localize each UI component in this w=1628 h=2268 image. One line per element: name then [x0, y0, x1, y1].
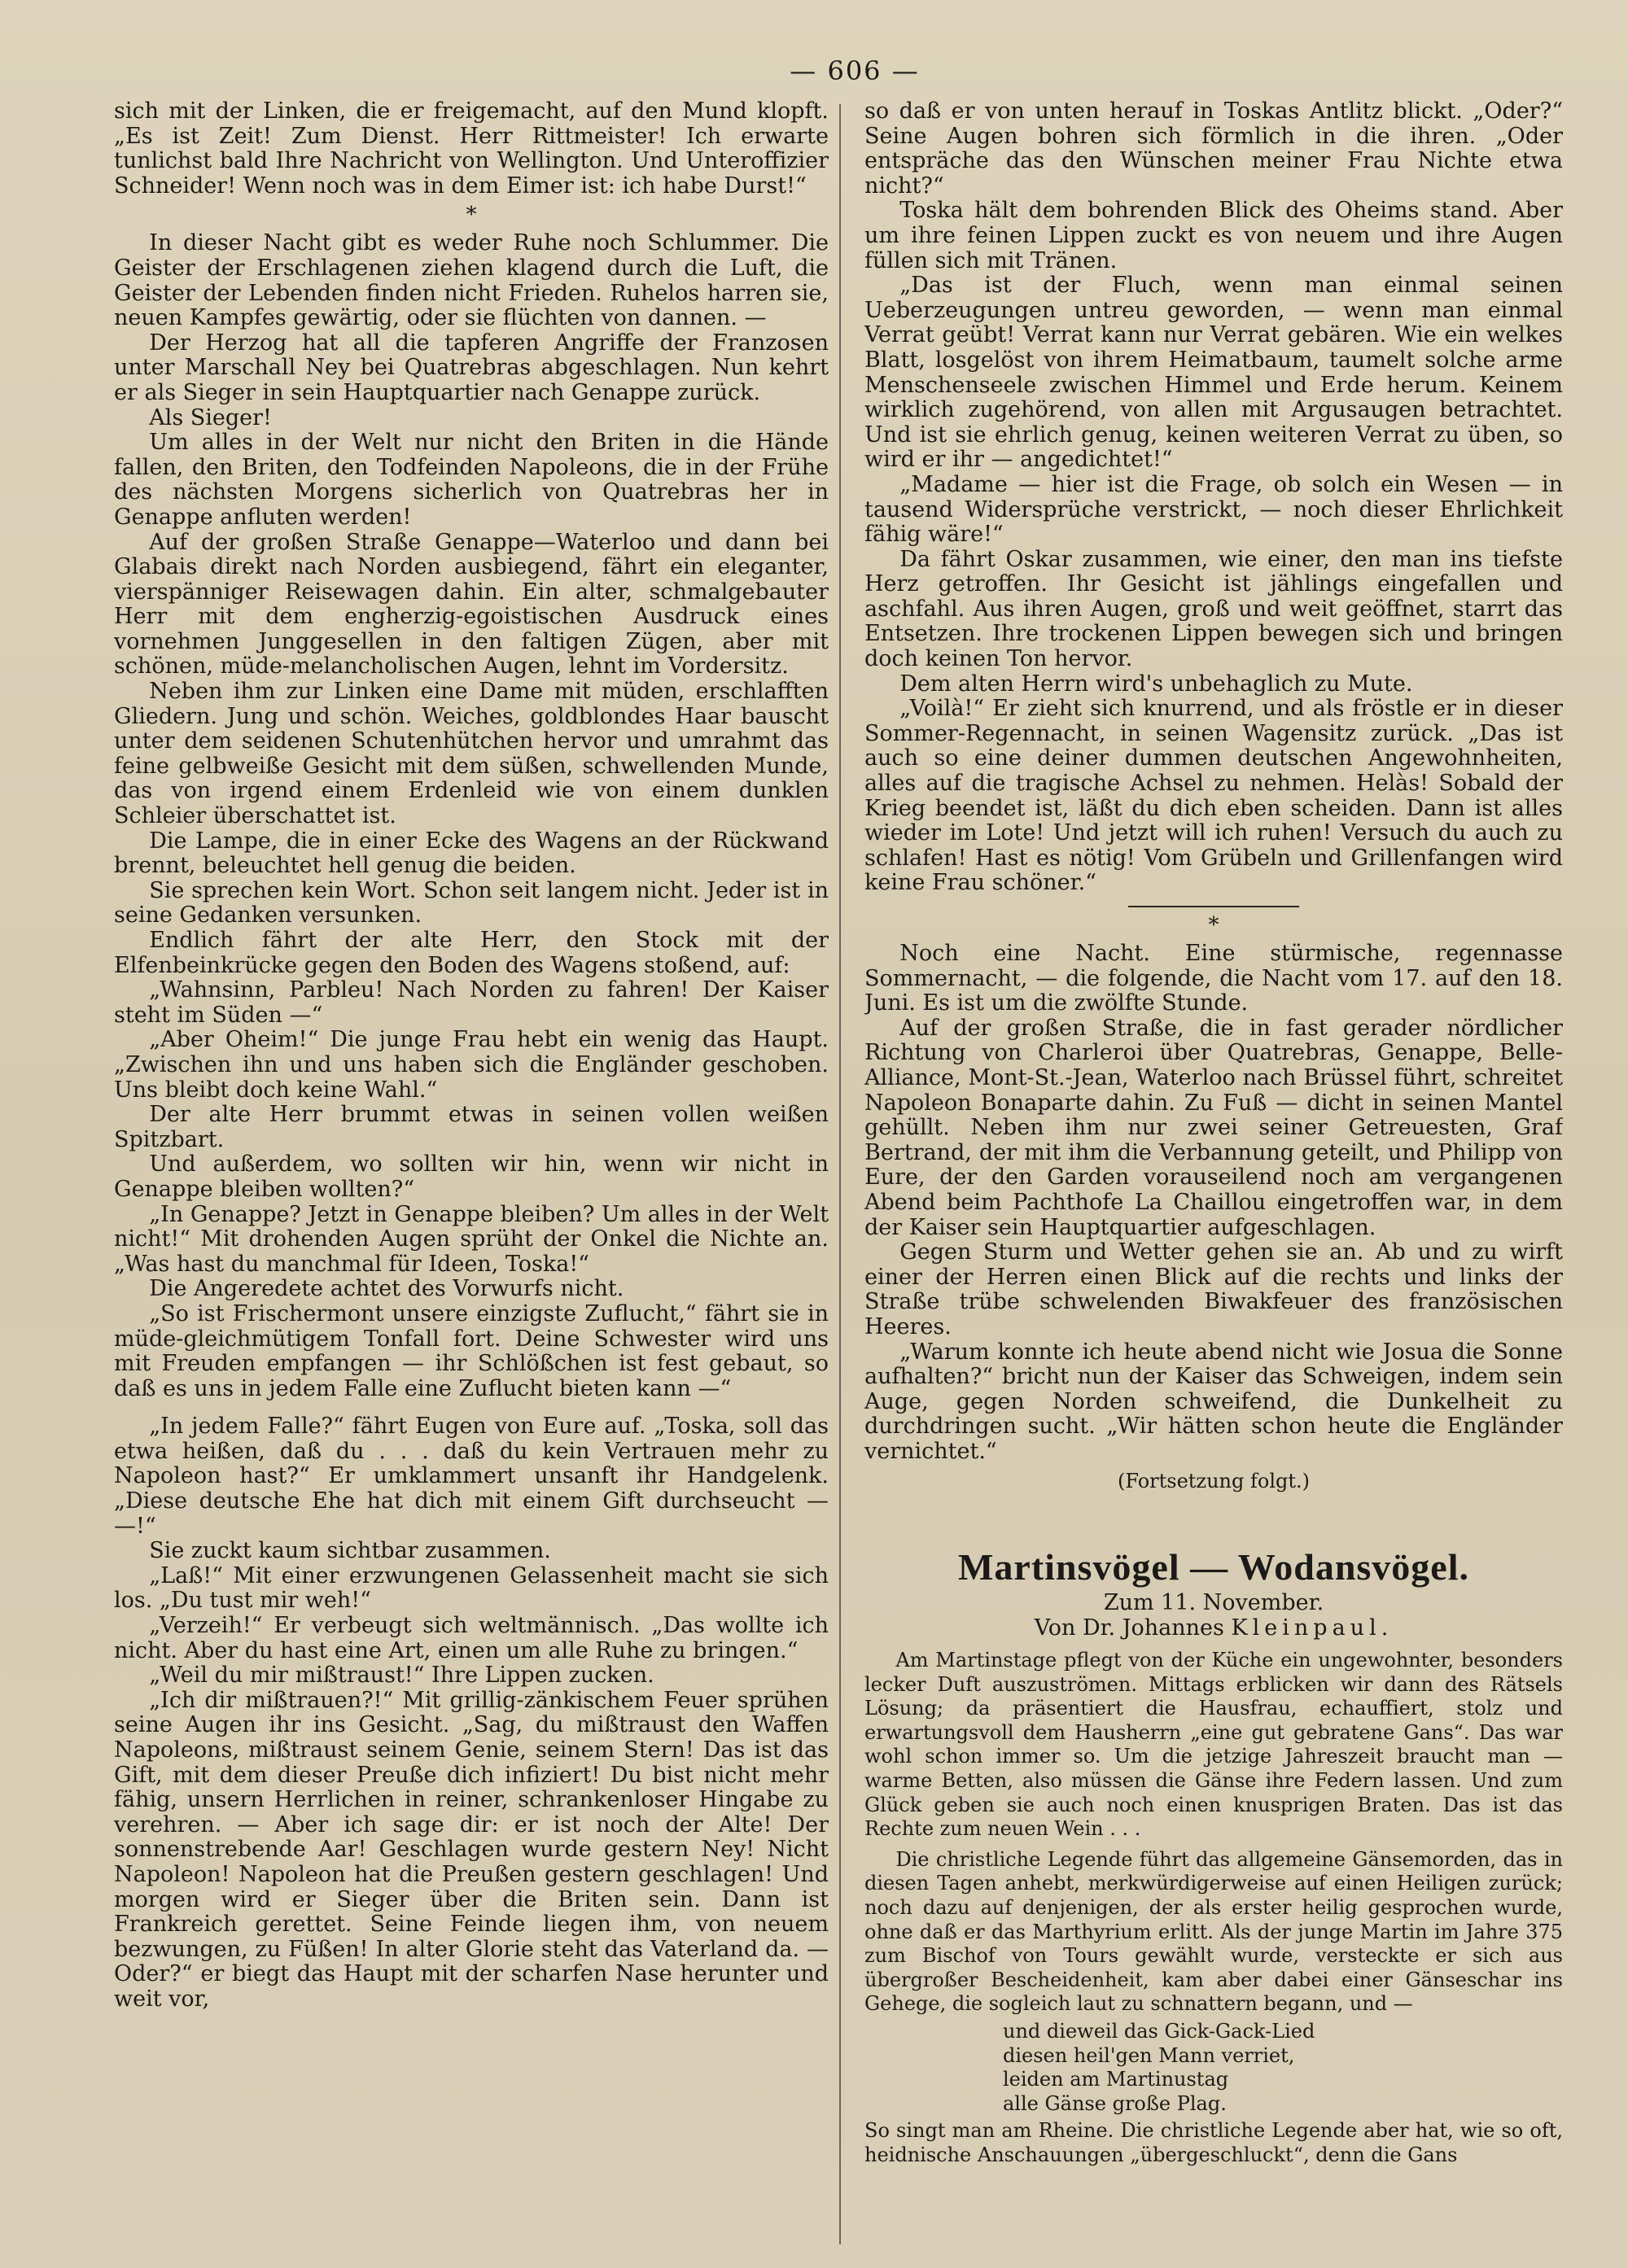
section-break-star: * — [466, 203, 477, 228]
paragraph: „So ist Frischermont unsere einzigste Zuflucht,“ fährt sie in müde-gleichmütigem Tonfall fort. Deine Schwester wird uns mit Freuden empfangen — ihr Schlößchen ist fest gebaut, so daß es uns in jedem Falle eine Zuflucht bieten kann —“ — [114, 1300, 829, 1401]
paragraph: „Weil du mir mißtraust!“ Ihre Lippen zucken. — [149, 1663, 654, 1689]
paragraph: „Verzeih!“ Er verbeugt sich weltmännisch. „Das wollte ich nicht. Aber du hast eine Art, einen um alle Ruhe zu bringen.“ — [114, 1613, 829, 1663]
verse — [1003, 2020, 1563, 2116]
paragraph: Sie sprechen kein Wort. Schon seit langem nicht. Jeder ist in seine Gedanken versunken. — [114, 877, 829, 929]
section-break-star: * — [1208, 913, 1219, 937]
article-title: Martinsvögel — Wodansvögel. — [957, 1546, 1469, 1588]
paragraph: Da fährt Oskar zusammen, wie einer, den man ins tiefste Herz getroffen. Ihr Gesicht ist jählings eingefallen und aschfahl. Aus ihren Augen, groß und weit geöffnet, starrt das Entsetzen. Ihre trockenen Lippen bewegen sich und bringen doch keinen Ton hervor. — [864, 546, 1563, 672]
paragraph: sich mit der Linken, die er freigemacht, auf den Mund klopft. „Es ist Zeit! Zum Dienst. Herr Rittmeister! Ich erwarte tunlichst bald Ihre Nachricht von Wellington. Und Unteroffizier Schneider! Wenn noch was in dem Eimer ist: ich habe Durst!“ — [114, 99, 829, 199]
paragraph: „Ich dir mißtrauen?!“ Mit grillig-zänkischem Feuer sprühen seine Augen ihr ins Gesicht. „Sag, du mißtraust den Waffen Napoleons, mißtraust seinem Genie, seinem Stern! Das ist das Gift, mit dem dieser Preuße dich infiziert! Du bist nicht mehr fähig, unsern Herrlichen in reiner, schrankenloser Hingabe zu verehren. — Aber ich sage dir: er ist noch der Alte! Der sonnenstrebende Aar! Geschlagen wurde gestern Ney! Nicht Napoleon! Napoleon hat die Preußen gestern geschlagen! Und morgen wird er Sieger über die Briten sein. Dann ist Frankreich gerettet. Seine Feinde liegen ihm, von neuem bezwungen, zu Füßen! In alter Glorie steht das Vaterland da. — Oder?“ er biegt das Haupt mit der scharfen Nase herunter und weit vor, — [114, 1687, 829, 2012]
paragraph: „Wahnsinn, Parbleu! Nach Norden zu fahren! Der Kaiser steht im Süden —“ — [114, 977, 829, 1028]
article-paragraph: Am Martinstage pflegt von der Küche ein ungewohnter, besonders lecker Duft auszuströmen. Mittags erblicken wir dann des Rätsels Lösung; da präsentiert die Hausfrau, echauffiert, stolz und erwartungsvoll dem Hausherrn „eine gut gebratene Gans“. Das war wohl schon immer so. Um die jetzige Jahreszeit braucht man — warme Betten, also müssen die Gänse ihre Federn lassen. Und zum Glück geben sie auch noch einen knusprigen Braten. Das ist das Rechte zum neuen Wein . . . — [864, 1649, 1563, 1841]
paragraph: Und außerdem, wo sollten wir hin, wenn wir nicht in Genappe bleiben wollten?“ — [114, 1151, 829, 1202]
paragraph: Endlich fährt der alte Herr, den Stock mit der Elfenbeinkrücke gegen den Boden des Wagens stoßend, auf: — [114, 928, 829, 978]
article-subtitle: Zum 11. November. — [1103, 1590, 1324, 1616]
paragraph: „Das ist der Fluch, wenn man einmal seinen Ueberzeugungen untreu geworden, — wenn man einmal Verrat geübt! Verrat kann nur Verrat gebären. Wie ein welkes Blatt, losgelöst von ihrem Heimatbaum, taumelt solche arme Menschenseele zwischen Himmel und Erde herum. Keinem wirklich zugehörend, von allen mit Argusaugen betrachtet. Und ist sie ehrlich genug, keinen weiteren Verrat zu üben, so wird er ihr — angedichtet!“ — [864, 273, 1563, 473]
paragraph: Um alles in der Welt nur nicht den Briten in die Hände fallen, den Briten, den Todfeinden Napoleons, die in der Frühe des nächsten Morgens sicherlich von Quatrebras her in Genappe anfluten werden! — [114, 430, 829, 530]
paragraph: „In Genappe? Jetzt in Genappe bleiben? Um alles in der Welt nicht!“ Mit drohenden Augen sprüht der Onkel die Nichte an. „Was hast du manchmal für Ideen, Toska!“ — [114, 1201, 829, 1277]
paragraph: Toska hält dem bohrenden Blick des Oheims stand. Aber um ihre feinen Lippen zuckt es von neuem und ihre Augen füllen sich mit Tränen. — [864, 198, 1563, 273]
paragraph: Der Herzog hat all die tapferen Angriffe der Franzosen unter Marschall Ney bei Quatrebras abgeschlagen. Nun kehrt er als Sieger in sein Hauptquartier nach Genappe zurück. — [114, 330, 829, 405]
paragraph: Dem alten Herrn wird's unbehaglich zu Mute. — [899, 671, 1413, 697]
paragraph: Gegen Sturm und Wetter gehen sie an. Ab und zu wirft einer der Herren einen Blick auf die rechts und links der Straße trübe schwelenden Biwakfeuer des französischen Heeres. — [864, 1239, 1563, 1339]
page-number: — 606 — — [790, 55, 920, 86]
paragraph: Sie zuckt kaum sichtbar zusammen. — [149, 1538, 551, 1564]
paragraph: Auf der großen Straße Genappe—Waterloo und dann bei Glabais direkt nach Norden ausbiegend, fährt ein eleganter, vierspänniger Reisewagen dahin. Ein alter, schmalgebauter Herr mit dem engherzig-egoistischen Ausdruck eines vornehmen Junggesellen in den faltigen Zügen, aber mit schönen, müde-melancholischen Augen, lehnt im Vordersitz. — [114, 529, 829, 680]
paragraph: so daß er von unten herauf in Toskas Antlitz blickt. „Oder?“ Seine Augen bohren sich förmlich in die ihren. „Oder entspräche das den Wünschen meiner Frau Nichte etwa nicht?“ — [864, 99, 1563, 199]
article-paragraph: So singt man am Rheine. Die christliche Legende aber hat, wie so oft, heidnische Anschauungen „übergeschluckt“, denn die Gans — [864, 2119, 1563, 2166]
right-column — [864, 99, 1563, 2248]
verse-line: und dieweil das Gick-Gack-Lied — [1003, 2019, 1315, 2043]
paragraph: Die Lampe, die in einer Ecke des Wagens an der Rückwand brennt, beleuchtet hell genug die beiden. — [114, 828, 829, 879]
verse-line: diesen heil'gen Mann verriet, — [1003, 2043, 1295, 2067]
author-prefix: Von Dr. Johannes — [1034, 1615, 1224, 1641]
paragraph: „Warum konnte ich heute abend nicht wie Josua die Sonne aufhalten?“ bricht nun der Kaiser das Schweigen, indem sein Auge, gegen Norden schweifend, die Dunkelheit zu durchdringen sucht. „Wir hätten schon heute die Engländer vernichtet.“ — [864, 1339, 1563, 1464]
paragraph: In dieser Nacht gibt es weder Ruhe noch Schlummer. Die Geister der Erschlagenen ziehen klagend durch die Luft, die Geister der Lebenden finden nicht Frieden. Ruhelos harren sie, neuen Kampfes gewärtig, oder sie flüchten von dannen. — — [114, 230, 829, 331]
paragraph: Der alte Herr brummt etwas in seinen vollen weißen Spitzbart. — [114, 1102, 829, 1152]
author-name: Kleinpaul. — [1231, 1615, 1394, 1641]
verse-line: leiden am Martinustag — [1003, 2068, 1229, 2091]
paragraph: „Laß!“ Mit einer erzwungenen Gelassenheit macht sie sich los. „Du tust mir weh!“ — [114, 1562, 829, 1614]
paragraph: Neben ihm zur Linken eine Dame mit müden, erschlafften Gliedern. Jung und schön. Weiches, goldblondes Haar bauscht unter dem seidenen Schutenhütchen hervor und umrahmt das feine gelbweiße Gesicht mit dem süßen, schwellenden Munde, das von irgend einem Erdenleid wie von einem dunklen Schleier überschattet ist. — [114, 679, 829, 829]
paragraph: Als Sieger! — [149, 404, 272, 430]
paragraph: Auf der großen Straße, die in fast gerader nördlicher Richtung von Charleroi über Quatrebras, Genappe, Belle-Alliance, Mont-St.-Jean, Waterloo nach Brüssel führt, schreitet Napoleon Bonaparte dahin. Zu Fuß — dicht in seinen Mantel gehüllt. Neben ihm nur zwei seiner Getreuesten, Graf Bertrand, der mit ihm die Verbannung geteilt, und Philipp von Eure, der den Garden vorauseilend noch am vergangenen Abend beim Pachthofe La Chaillou eingetroffen war, in dem der Kaiser sein Hauptquartier aufgeschlagen. — [864, 1015, 1563, 1240]
left-column — [114, 99, 829, 2248]
paragraph: „In jedem Falle?“ fährt Eugen von Eure auf. „Toska, soll das etwa heißen, daß du . . . daß du kein Vertrauen mehr zu Napoleon hast?“ Er umklammert unsanft ihr Handgelenk. „Diese deutsche Ehe hat dich mit einem Gift durchseucht — —!“ — [114, 1414, 829, 1539]
verse-line: alle Gänse große Plag. — [1003, 2091, 1227, 2115]
section-rule — [1128, 906, 1299, 907]
paragraph: „Voilà!“ Er zieht sich knurrend, und als fröstle er in dieser Sommer-Regennacht, in seinen Wagensitz zurück. „Das ist auch so eine deiner dummen deutschen Angewohnheiten, alles auf die tragische Achsel zu nehmen. Helàs! Sobald der Krieg beendet ist, läßt du dich eben scheiden. Dann ist alles wieder im Lote! Und jetzt will ich ruhen! Versuch du auch zu schlafen! Hast es nötig! Vom Grübeln und Grillenfangen wird keine Frau schöner.“ — [864, 696, 1563, 896]
article-paragraph: Die christliche Legende führt das allgemeine Gänsemorden, das in diesen Tagen anhebt, merkwürdigerweise auf einen Heiligen zurück; noch dazu auf denjenigen, der als erster heilig gesprochen wurde, ohne daß er das Marthyrium erlitt. Als der junge Martin im Jahre 375 zum Bischof von Tours gewählt wurde, versteckte er sich aus übergroßer Bescheidenheit, kam aber dabei einer Gänseschar ins Gehege, die sogleich laut zu schnattern begann, und — — [864, 1847, 1563, 2016]
article-author — [864, 1615, 1563, 1641]
continued-note: (Fortsetzung folgt.) — [1118, 1470, 1310, 1493]
paragraph: „Madame — hier ist die Frage, ob solch ein Wesen — in tausend Widersprüche verstrickt, — noch dieser Ehrlichkeit fähig wäre!“ — [864, 471, 1563, 548]
paragraph: „Aber Oheim!“ Die junge Frau hebt ein wenig das Haupt. „Zwischen ihn und uns haben sich die Engländer geschoben. Uns bleibt doch keine Wahl.“ — [114, 1027, 829, 1103]
paragraph: Noch eine Nacht. Eine stürmische, regennasse Sommernacht, — die folgende, die Nacht vom 17. auf den 18. Juni. Es ist um die zwölfte Stunde. — [864, 941, 1563, 1016]
column-divider — [839, 104, 841, 2244]
paragraph: Die Angeredete achtet des Vorwurfs nicht. — [149, 1276, 624, 1302]
